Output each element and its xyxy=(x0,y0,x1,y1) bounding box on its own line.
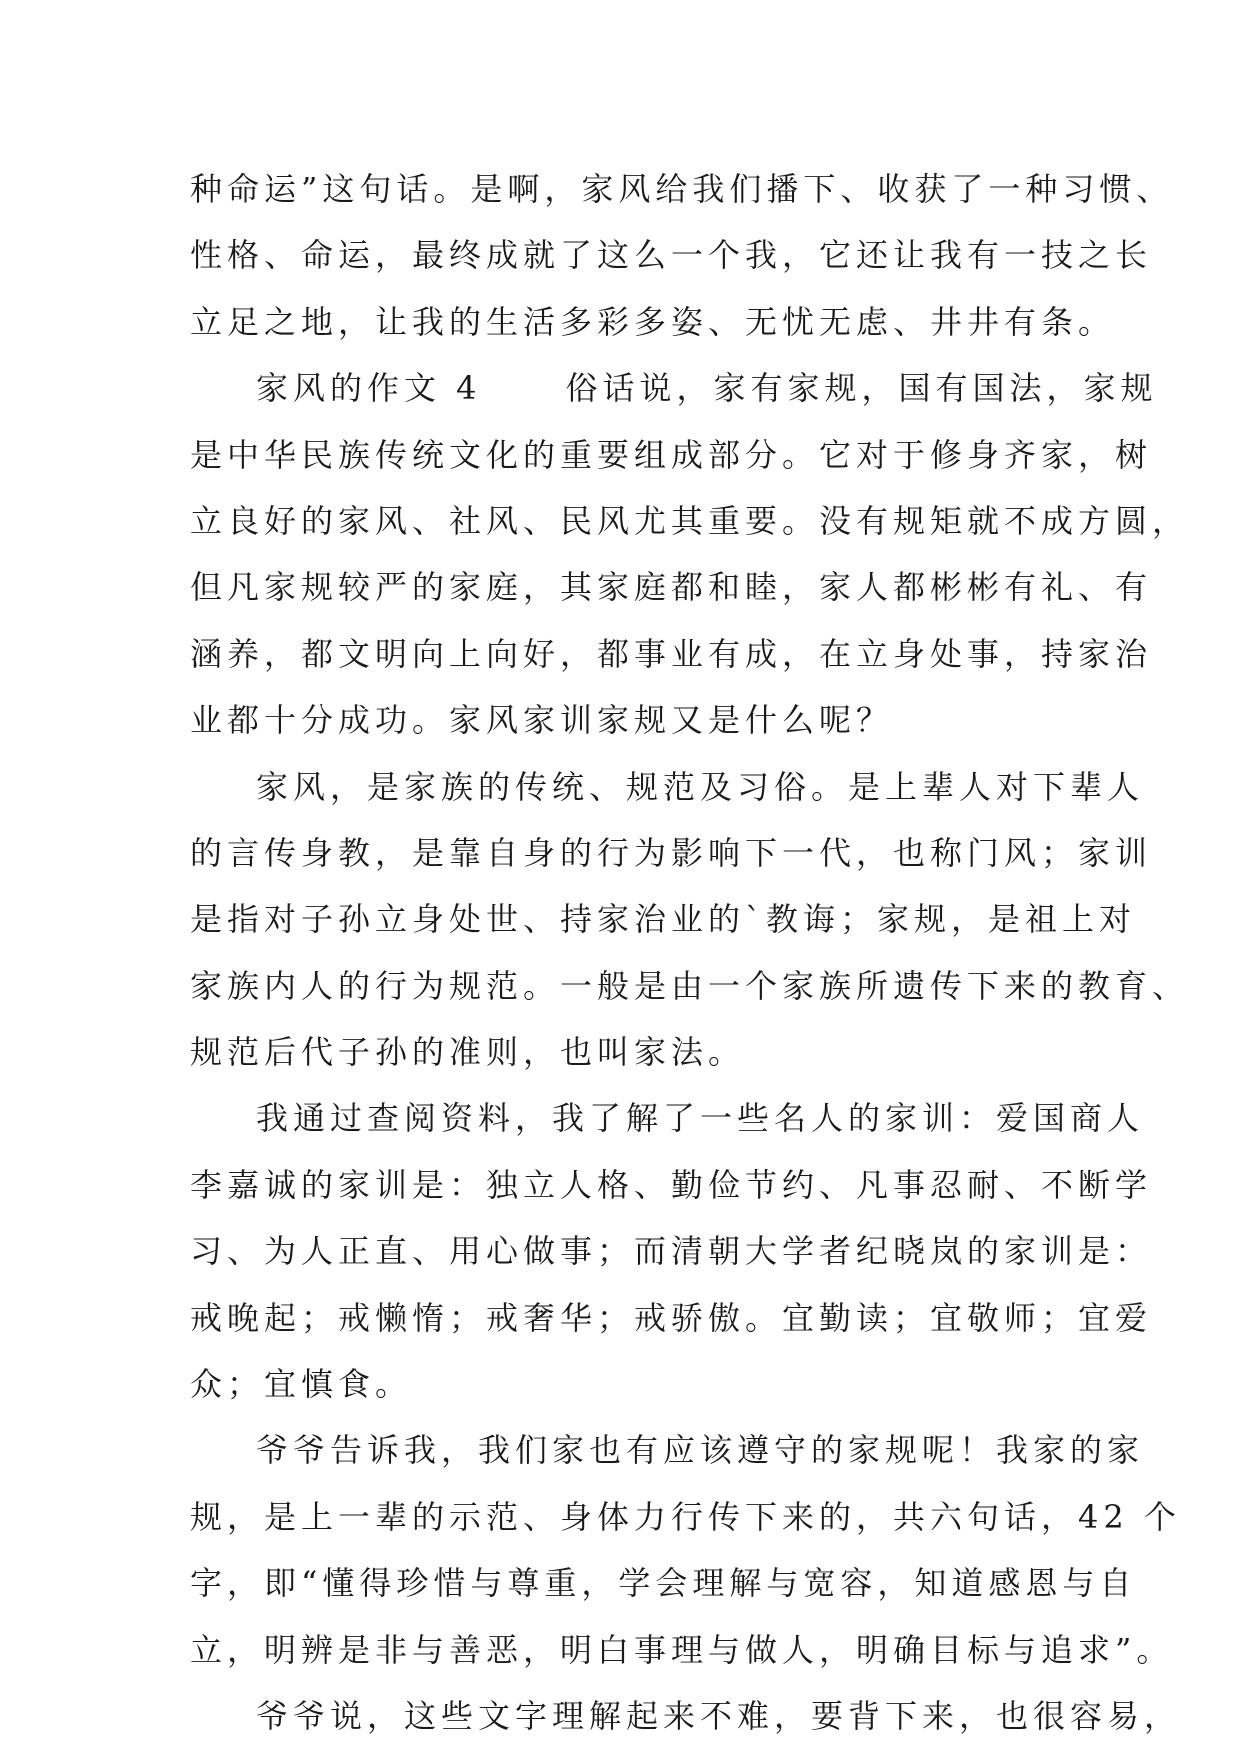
text-line: 李嘉诚的家训是：独立人格、勤俭节约、凡事忍耐、不断学 xyxy=(190,1165,1153,1204)
text-line: 字，即“懂得珍惜与尊重，学会理解与宽容，知道感恩与自 xyxy=(190,1564,1137,1603)
text-line: 是中华民族传统文化的重要组成部分。它对于修身齐家，树 xyxy=(190,435,1153,474)
text-line: 俗话说，家有家规，国有国法，家规 xyxy=(565,369,1158,408)
text-line: 是指对子孙立身处世、持家治业的`教诲；家规，是祖上对 xyxy=(190,900,1137,939)
text-line: 戒晚起；戒懒惰；戒奢华；戒骄傲。宜勤读；宜敬师；宜爱 xyxy=(190,1298,1153,1337)
text-line: 爷爷告诉我，我们家也有应该遵守的家规呢！我家的家 xyxy=(256,1431,1145,1470)
text-line: 规，是上一辈的示范、身体力行传下来的，共六句话，42 个 xyxy=(190,1497,1181,1536)
text-line: 家族内人的行为规范。一般是由一个家族所遗传下来的教育、 xyxy=(190,966,1190,1005)
text-line: 爷爷说，这些文字理解起来不难，要背下来，也很容易， xyxy=(256,1696,1182,1735)
text-line: 我通过查阅资料，我了解了一些名人的家训：爱国商人 xyxy=(256,1099,1145,1138)
text-line: 立良好的家风、社风、民风尤其重要。没有规矩就不成方圆， xyxy=(190,501,1190,540)
text-line: 立足之地，让我的生活多彩多姿、无忧无虑、井井有条。 xyxy=(190,302,1116,341)
text-line: 但凡家规较严的家庭，其家庭都和睦，家人都彬彬有礼、有 xyxy=(190,568,1153,607)
text-line: 涵养，都文明向上向好，都事业有成，在立身处事，持家治 xyxy=(190,634,1153,673)
text-line: 业都十分成功。家风家训家规又是什么呢？ xyxy=(190,701,894,740)
text-line: 习、为人正直、用心做事；而清朝大学者纪晓岚的家训是： xyxy=(190,1232,1153,1271)
document-body xyxy=(190,156,1190,1749)
text-line: 立，明辨是非与善恶，明白事理与做人，明确目标与追求”。 xyxy=(190,1630,1174,1669)
text-line: 众；宜慎食。 xyxy=(190,1365,413,1404)
section-heading-line xyxy=(190,355,1158,421)
text-line: 性格、命运，最终成就了这么一个我，它还让我有一技之长 xyxy=(190,236,1153,275)
text-line: 种命运”这句话。是啊，家风给我们播下、收获了一种习惯、 xyxy=(190,170,1174,208)
section-title: 家风的作文 4 xyxy=(256,369,482,408)
text-line: 的言传身教，是靠自身的行为影响下一代，也称门风；家训 xyxy=(190,833,1153,872)
text-line: 家风，是家族的传统、规范及习俗。是上辈人对下辈人 xyxy=(256,767,1145,806)
text-line: 规范后代子孙的准则，也叫家法。 xyxy=(190,1033,746,1072)
